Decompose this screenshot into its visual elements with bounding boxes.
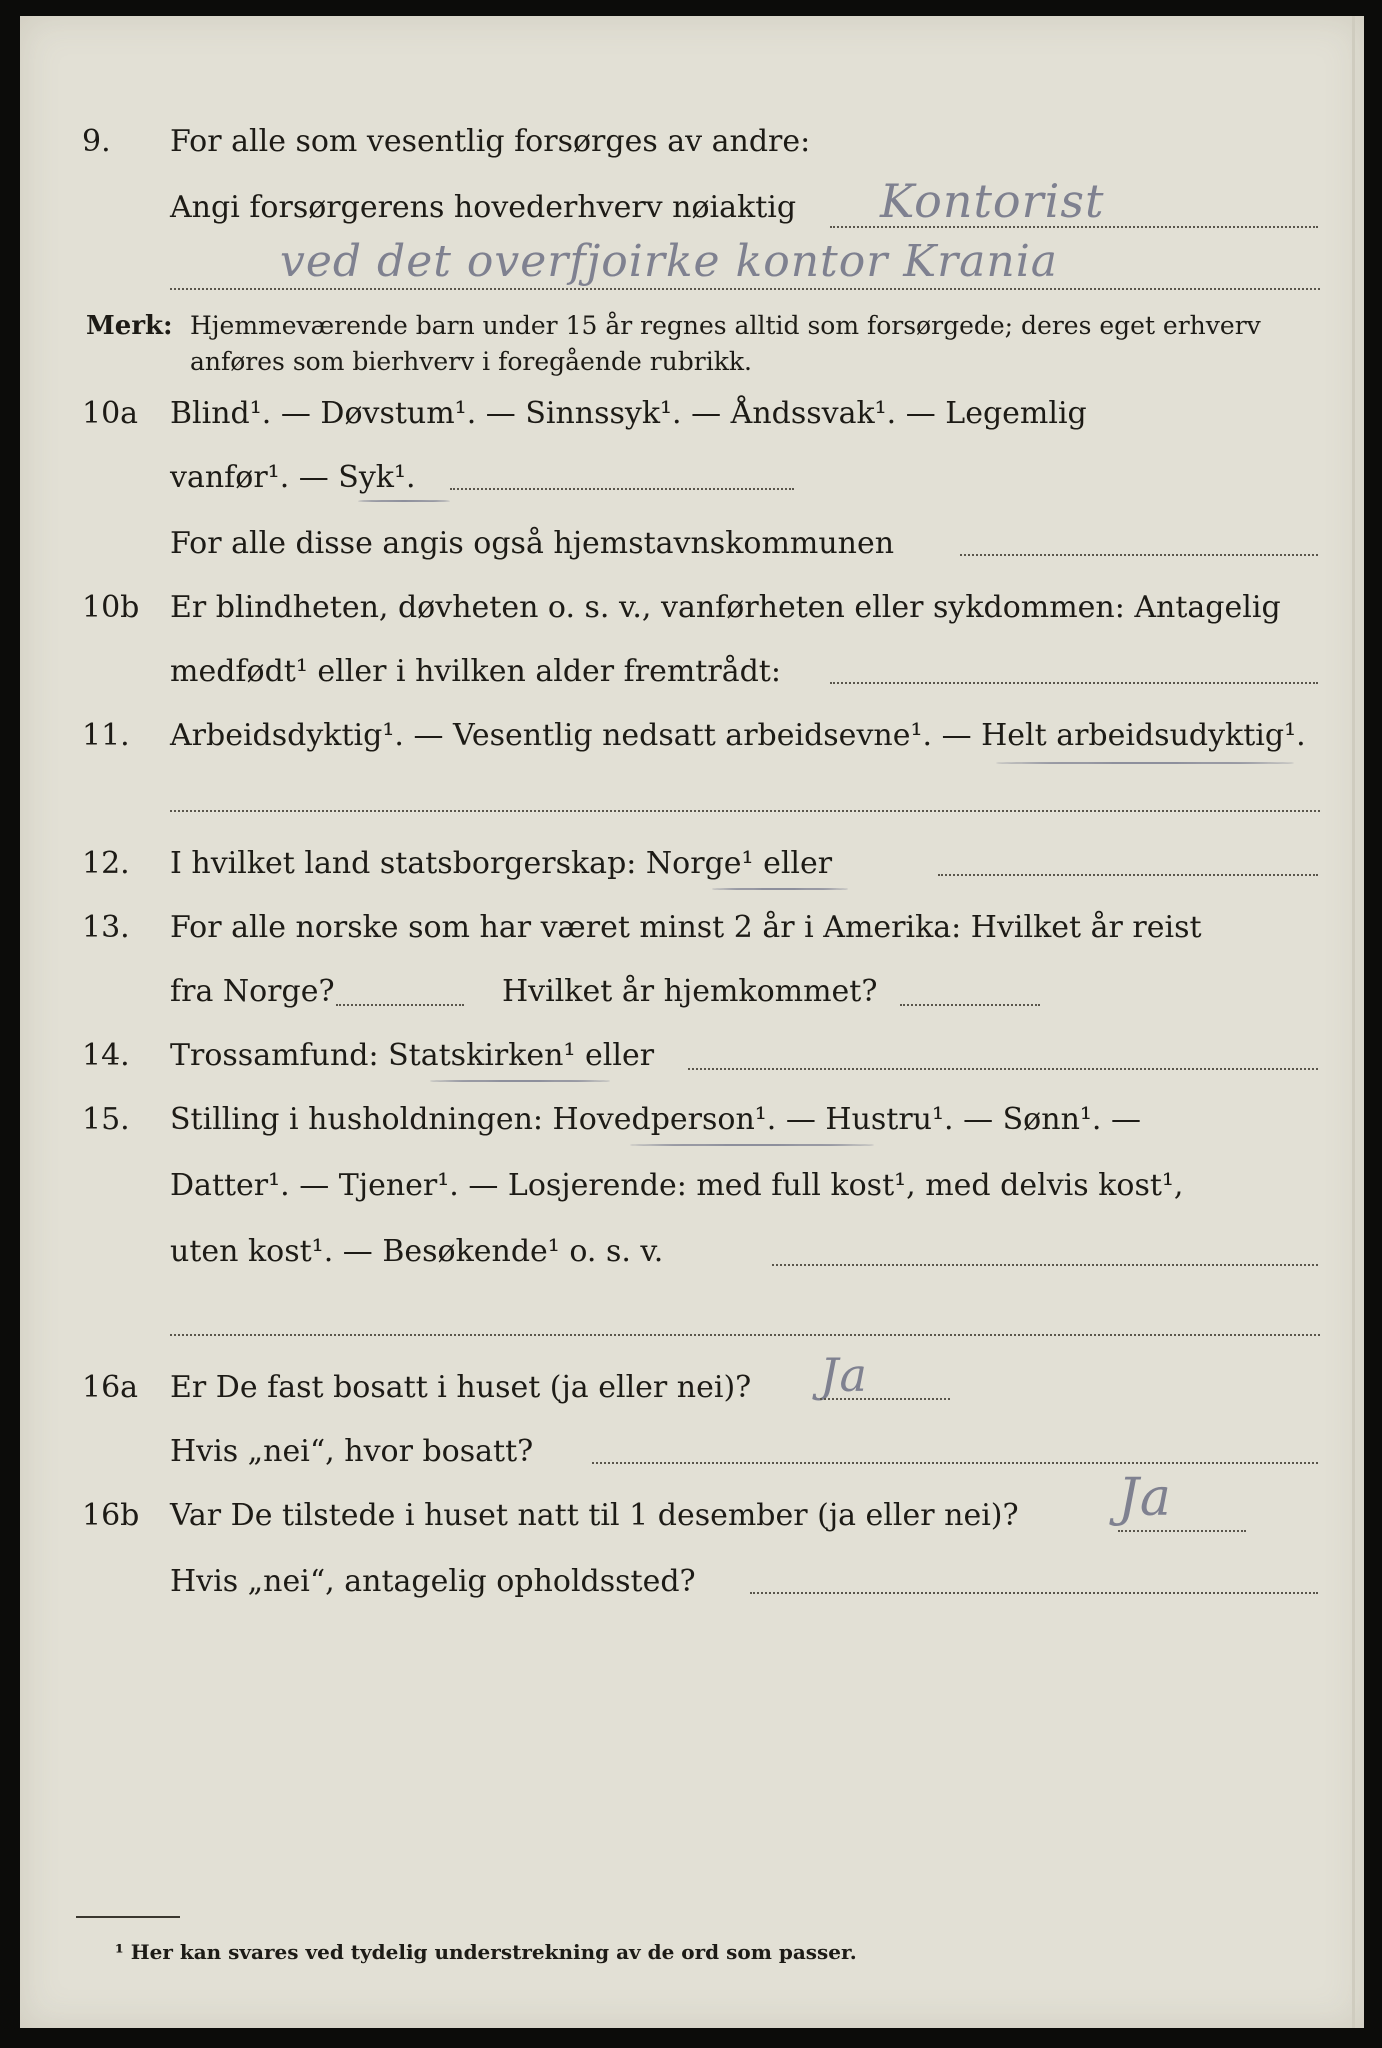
- footnote-rule: [76, 1916, 180, 1918]
- q15-hovedperson-underline: [630, 1144, 874, 1146]
- q13-text-2b: Hvilket år hjemkommet?: [502, 974, 878, 1009]
- q10a-syk-underline: [358, 500, 450, 502]
- q13-answer-line-2: [900, 1004, 1040, 1006]
- q16b-answer-line-1: [1118, 1530, 1246, 1532]
- q10b-text-2: medfødt¹ eller i hvilken alder fremtrådt:: [170, 654, 781, 689]
- census-form-page: [20, 16, 1364, 2028]
- q12-number: 12.: [82, 846, 130, 881]
- q9-text-2: Angi forsørgerens hovederhverv nøiaktig: [170, 190, 797, 225]
- q15-answer-line-2: [170, 1334, 1320, 1336]
- q9-handwritten-answer-2: ved det overfjoirke kontor Krania: [280, 236, 1059, 287]
- q12-text-1: I hvilket land statsborgerskap: Norge¹ eller: [170, 846, 833, 881]
- q9-number: 9.: [82, 124, 111, 159]
- q16a-text-1: Er De fast bosatt i huset (ja eller nei)?: [170, 1370, 752, 1405]
- q9-text-1: For alle som vesentlig forsørges av andre:: [170, 124, 811, 159]
- q16a-answer-line-1: [820, 1398, 950, 1400]
- q16a-answer-line-2: [592, 1462, 1318, 1464]
- q10a-answer-line-2: [960, 554, 1318, 556]
- q16b-text-1: Var De tilstede i huset natt til 1 desember (ja eller nei)?: [170, 1498, 1019, 1533]
- q13-text-2a: fra Norge?: [170, 974, 335, 1009]
- q14-answer-line: [688, 1068, 1318, 1070]
- q12-answer-line: [938, 874, 1318, 876]
- q9-handwritten-answer-1: Kontorist: [880, 174, 1105, 228]
- q14-number: 14.: [82, 1038, 130, 1073]
- q11-text-1: Arbeidsdyktig¹. — Vesentlig nedsatt arbeidsevne¹. — Helt arbeidsudyktig¹.: [170, 718, 1306, 753]
- q16b-text-2: Hvis „nei“, antagelig opholdssted?: [170, 1564, 696, 1599]
- q13-answer-line-1: [336, 1004, 464, 1006]
- q10b-answer-line: [830, 682, 1318, 684]
- q14-text-1: Trossamfund: Statskirken¹ eller: [170, 1038, 655, 1073]
- merk-label: Merk:: [86, 311, 173, 341]
- q10a-answer-line-1: [450, 488, 794, 490]
- q16a-handwritten-answer: Ja: [820, 1348, 868, 1402]
- merk-text-2: anføres som bierhverv i foregående rubrikk.: [190, 347, 752, 376]
- q16b-handwritten-answer: Ja: [1118, 1468, 1172, 1528]
- q15-text-2: Datter¹. — Tjener¹. — Losjerende: med full kost¹, med delvis kost¹,: [170, 1168, 1184, 1203]
- q10a-text-1: Blind¹. — Døvstum¹. — Sinnssyk¹. — Åndssvak¹. — Legemlig: [170, 396, 1087, 431]
- q11-helt-underline: [996, 762, 1294, 764]
- q15-text-1: Stilling i husholdningen: Hovedperson¹. — Hustru¹. — Sønn¹. —: [170, 1102, 1141, 1137]
- q13-number: 13.: [82, 910, 130, 945]
- q14-statskirken-underline: [430, 1080, 610, 1082]
- merk-text-1: Hjemmeværende barn under 15 år regnes alltid som forsørgede; deres eget erhverv: [190, 311, 1261, 340]
- q16a-number: 16a: [82, 1370, 139, 1405]
- q12-norge-underline: [712, 888, 848, 890]
- q15-number: 15.: [82, 1102, 130, 1137]
- q10b-text-1: Er blindheten, døvheten o. s. v., vanførheten eller sykdommen: Antagelig: [170, 590, 1281, 625]
- paper-edge: [1352, 16, 1355, 2028]
- q9-answer-line-2: [170, 288, 1320, 290]
- q16b-answer-line-2: [750, 1592, 1318, 1594]
- q10b-number: 10b: [82, 590, 140, 625]
- q10a-text-3: For alle disse angis også hjemstavnskommunen: [170, 526, 895, 561]
- q10a-text-2: vanfør¹. — Syk¹.: [170, 460, 416, 495]
- q15-answer-line-1: [772, 1264, 1318, 1266]
- footnote-text: ¹ Her kan svares ved tydelig understrekning av de ord som passer.: [115, 1940, 857, 1964]
- q13-text-1: For alle norske som har været minst 2 år i Amerika: Hvilket år reist: [170, 910, 1202, 945]
- q16b-number: 16b: [82, 1498, 140, 1533]
- q15-text-3: uten kost¹. — Besøkende¹ o. s. v.: [170, 1234, 664, 1269]
- q11-answer-line: [170, 810, 1320, 812]
- q16a-text-2: Hvis „nei“, hvor bosatt?: [170, 1434, 534, 1469]
- q10a-number: 10a: [82, 396, 139, 431]
- q11-number: 11.: [82, 718, 130, 753]
